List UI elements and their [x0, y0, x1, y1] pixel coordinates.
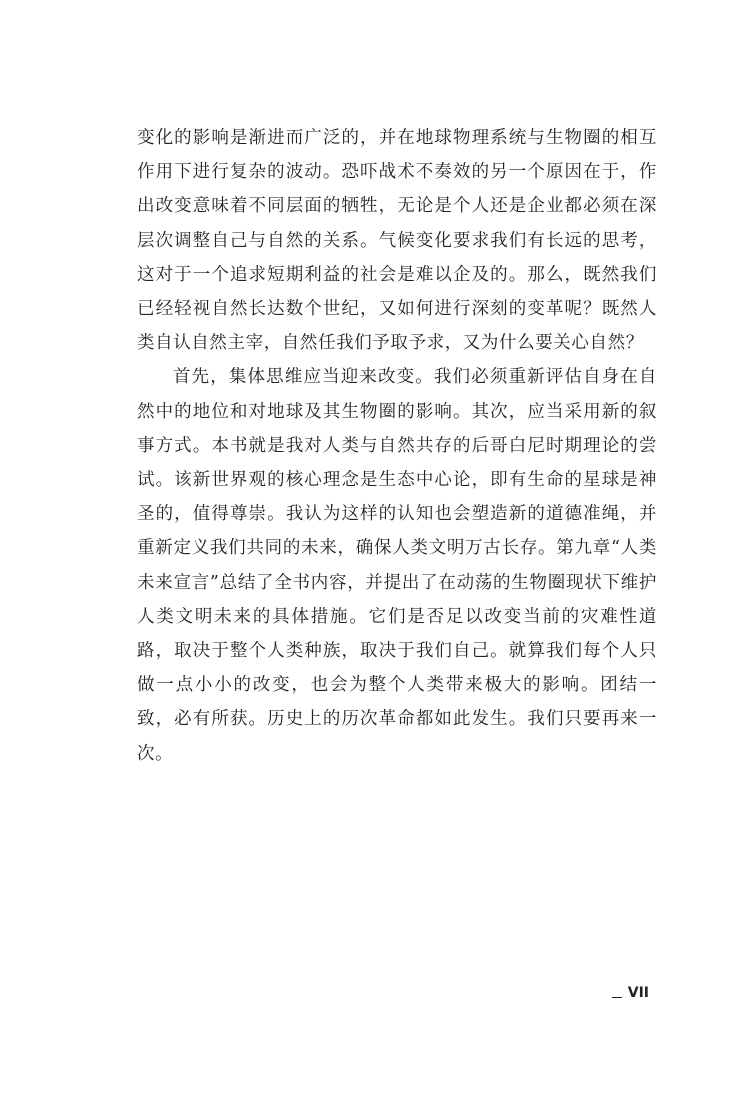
paragraph-1: 变化的影响是渐进而广泛的，并在地球物理系统与生物圈的相互作用下进行复杂的波动。恐吓战术不奏效的另一个原因在于，作出改变意味着不同层面的牺牲，无论是个人还是企业都必须在深层次调整自己与自然的关系。气候变化要求我们有长远的思考，这对于一个追求短期利益的社会是难以企及的。那么，既然我们已经轻视自然长达数个世纪，又如何进行深刻的变革呢？既然人类自认自然主宰，自然任我们予取予求，又为什么要关心自然？ [137, 128, 657, 354]
paragraph-2: 首先，集体思维应当迎来改变。我们必须重新评估自身在自然中的地位和对地球及其生物圈的影响。其次，应当采用新的叙事方式。本书就是我对人类与自然共存的后哥白尼时期理论的尝试。该新世界观的核心理念是生态中心论，即有生命的星球是神圣的，值得尊崇。我认为这样的认知也会塑造新的道德准绳，并重新定义我们共同的未来，确保人类文明万古长存。第九章“人类未来宣言”总结了全书内容，并提出了在动荡的生物圈现状下维护人类文明未来的具体措施。它们是否足以改变当前的灾难性道路，取决于整个人类种族，取决于我们自己。就算我们每个人只做一点小小的改变，也会为整个人类带来极大的影响。团结一致，必有所获。历史上的历次革命都如此发生。我们只要再来一次。 [137, 367, 657, 764]
page-number: VII [627, 985, 649, 1001]
page-footer [612, 985, 649, 1001]
body-text [137, 121, 657, 771]
footer-rule [612, 997, 622, 998]
